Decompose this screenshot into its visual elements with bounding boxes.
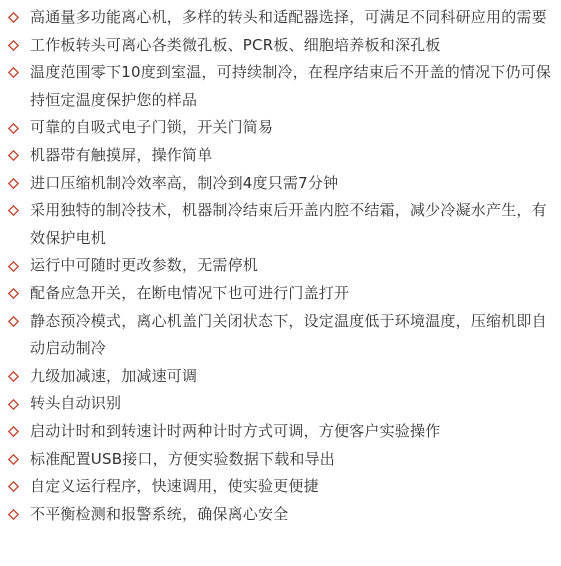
feature-text: 不平衡检测和报警系统，确保离心安全 (30, 504, 289, 523)
diamond-outline-icon (5, 4, 21, 32)
diamond-outline-icon (5, 308, 21, 336)
feature-item (0, 170, 561, 198)
feature-item (0, 308, 561, 363)
feature-item (0, 501, 561, 529)
diamond-outline-icon (5, 32, 21, 60)
feature-item (0, 280, 561, 308)
diamond-outline-icon (5, 59, 21, 87)
feature-item (0, 4, 561, 32)
feature-text: 配备应急开关，在断电情况下也可进行门盖打开 (30, 283, 350, 302)
feature-text: 采用独特的制冷技术，机器制冷结束后开盖内腔不结霜，减少冷凝水产生，有效保护电机 (30, 201, 547, 247)
diamond-outline-icon (5, 501, 21, 529)
feature-item (0, 114, 561, 142)
feature-item (0, 59, 561, 114)
feature-item (0, 197, 561, 252)
diamond-outline-icon (5, 390, 21, 418)
feature-item (0, 363, 561, 391)
feature-text: 温度范围零下10度到室温，可持续制冷，在程序结束后不开盖的情况下仍可保持恒定温度保护您的样品 (30, 63, 552, 109)
feature-item (0, 446, 561, 474)
feature-text: 静态预冷模式，离心机盖门关闭状态下，设定温度低于环境温度，压缩机即自动启动制冷 (30, 311, 547, 358)
feature-text: 高通量多功能离心机，多样的转头和适配器选择，可满足不同科研应用的需要 (30, 8, 547, 26)
feature-list (0, 4, 561, 528)
diamond-outline-icon (5, 197, 21, 225)
diamond-outline-icon (5, 446, 21, 474)
feature-text: 转头自动识别 (30, 394, 122, 413)
diamond-outline-icon (5, 114, 21, 142)
feature-item (0, 390, 561, 418)
feature-item (0, 418, 561, 446)
diamond-outline-icon (5, 170, 21, 198)
diamond-outline-icon (5, 418, 21, 446)
diamond-outline-icon (5, 363, 21, 391)
feature-text: 机器带有触摸屏，操作简单 (30, 145, 213, 164)
feature-text: 自定义运行程序，快速调用，使实验更便捷 (30, 477, 319, 496)
feature-text: 可靠的自吸式电子门锁，开关门简易 (30, 118, 274, 137)
feature-text: 九级加减速，加减速可调 (30, 366, 198, 385)
diamond-outline-icon (5, 280, 21, 308)
feature-item (0, 142, 561, 170)
feature-text: 进口压缩机制冷效率高，制冷到4度只需7分钟 (30, 173, 339, 192)
diamond-outline-icon (5, 252, 21, 280)
feature-text: 标准配置USB接口，方便实验数据下载和导出 (30, 449, 335, 468)
feature-text: 运行中可随时更改参数，无需停机 (30, 256, 259, 275)
diamond-outline-icon (5, 473, 21, 501)
feature-item (0, 252, 561, 280)
feature-text: 工作板转头可离心各类微孔板、PCR板、细胞培养板和深孔板 (30, 35, 441, 54)
feature-item (0, 32, 561, 60)
feature-text: 启动计时和到转速计时两种计时方式可调，方便客户实验操作 (30, 421, 441, 440)
feature-item (0, 473, 561, 501)
diamond-outline-icon (5, 142, 21, 170)
